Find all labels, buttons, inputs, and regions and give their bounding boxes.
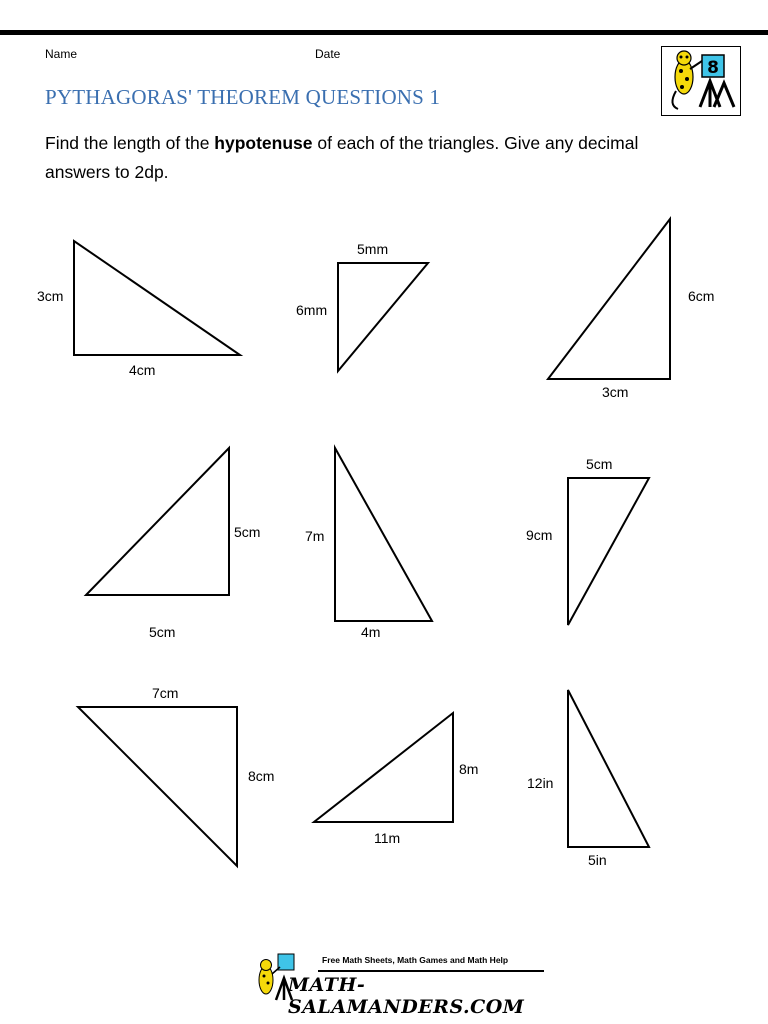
triangle-3-side-b: 3cm — [602, 384, 629, 400]
triangle-5 — [335, 448, 432, 621]
footer-brand: MATH-SALAMANDERS.COM — [288, 974, 525, 1018]
triangle-9-side-a: 12in — [527, 775, 554, 791]
triangle-5-side-a: 7m — [305, 528, 325, 544]
triangle-1-side-a: 3cm — [37, 288, 64, 304]
triangle-6 — [568, 478, 649, 625]
triangle-7-side-b: 8cm — [248, 768, 275, 784]
triangle-8 — [314, 713, 453, 822]
triangle-8-side-a: 8m — [459, 761, 479, 777]
triangle-7 — [78, 707, 237, 866]
name-label: Name — [45, 47, 78, 61]
footer-logo — [248, 952, 548, 1018]
triangle-4-side-a: 5cm — [234, 524, 261, 540]
triangle-6-side-a: 5cm — [586, 456, 613, 472]
footer-rule — [318, 970, 544, 972]
triangle-4 — [86, 448, 229, 595]
instructions-bold: hypotenuse — [214, 133, 313, 153]
triangle-3 — [548, 219, 670, 379]
logo-badge: 8 — [707, 58, 719, 78]
triangle-2 — [338, 263, 428, 371]
triangle-9 — [568, 690, 649, 847]
triangle-6-side-b: 9cm — [526, 527, 553, 543]
triangle-2-side-b: 6mm — [296, 302, 328, 318]
triangle-1-side-b: 4cm — [129, 362, 156, 378]
triangle-9-side-b: 5in — [588, 852, 607, 868]
triangle-3-side-a: 6cm — [688, 288, 715, 304]
instructions-before: Find the length of the — [45, 133, 215, 153]
date-label: Date — [315, 47, 341, 61]
triangle-7-side-a: 7cm — [152, 685, 179, 701]
triangle-1 — [74, 241, 240, 355]
footer-tagline: Free Math Sheets, Math Games and Math Help — [322, 955, 509, 965]
triangle-2-side-a: 5mm — [357, 241, 389, 257]
triangle-4-side-b: 5cm — [149, 624, 176, 640]
triangle-8-side-b: 11m — [374, 830, 401, 846]
instructions-after: of each of the triangles. Give any decimal answers to 2dp. — [45, 133, 639, 182]
page-title: PYTHAGORAS' THEOREM QUESTIONS 1 — [45, 85, 441, 109]
triangle-5-side-b: 4m — [361, 624, 381, 640]
